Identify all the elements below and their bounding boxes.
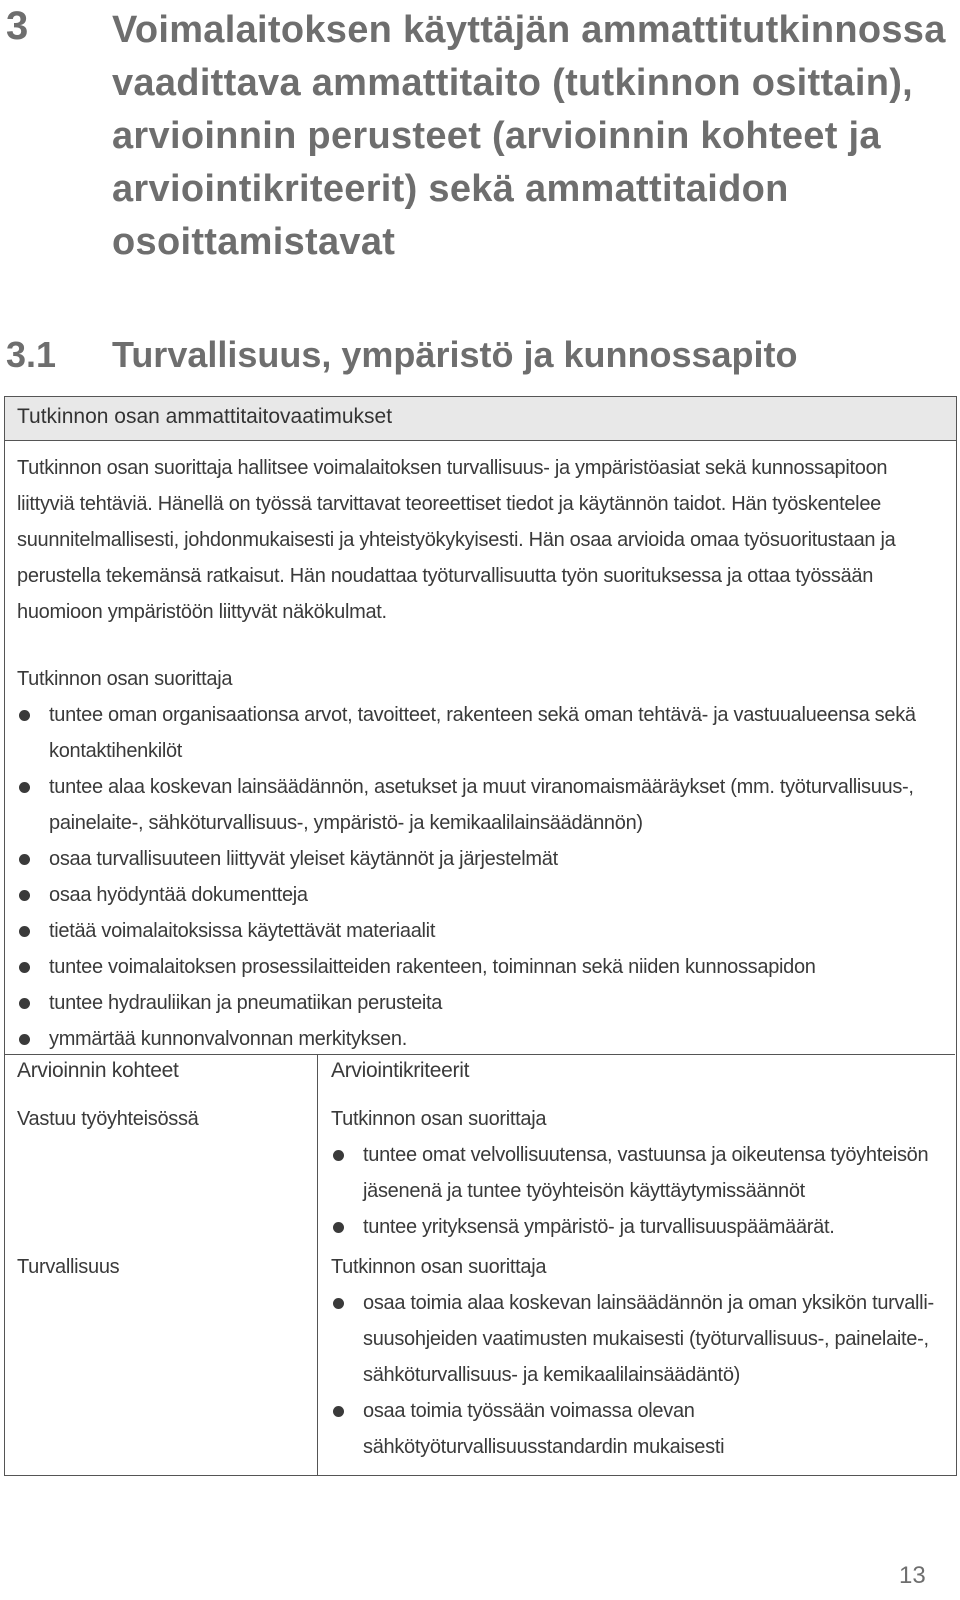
list-item: osaa hyödyntää dokumentteja — [17, 877, 942, 913]
table-top-divider — [5, 1054, 955, 1055]
table-column-divider — [317, 1054, 318, 1476]
bullet-icon — [19, 962, 30, 973]
row-target-safety: Turvallisuus — [17, 1256, 120, 1278]
criteria-list — [331, 1285, 936, 1465]
bullet-icon — [19, 1034, 30, 1045]
criteria-label: Tutkinnon osan suorittaja — [331, 1256, 547, 1278]
intro-paragraph: Tutkinnon osan suorittaja hallitsee voimalaitoksen turvallisuus- ja ympäristöasiat sekä kunnossapitoon liittyviä tehtäviä. Hänellä on työssä tarvittavat teoreettiset tiedot ja käytännön taidot. Hän työskentelee suunnitelmallisesti, johdonmukaisesti ja yhteistyökykyisesti. Hän osaa arvioida omaa työsuoritustaan ja perustella tekemänsä ratkaisut. Hän noudattaa työturvallisuutta työn suorituksessa ja ottaa työssään huomioon ympäristöön liittyvät näkökulmat. — [17, 457, 896, 623]
list-item: ymmärtää kunnonvalvonnan merkityksen. — [17, 1021, 942, 1057]
bullet-icon — [333, 1150, 344, 1161]
section-number: 3.1 — [6, 334, 57, 375]
list-item: tuntee yrityksensä ympäristö- ja turvallisuuspäämäärät. — [331, 1209, 936, 1245]
bullet-icon — [19, 782, 30, 793]
page-number: 13 — [899, 1562, 926, 1589]
list-item: tietää voimalaitoksissa käytettävät materiaalit — [17, 913, 942, 949]
row-criteria-safety — [331, 1249, 936, 1465]
bullet-icon — [19, 710, 30, 721]
bullet-icon — [333, 1222, 344, 1233]
criteria-label: Tutkinnon osan suorittaja — [331, 1108, 547, 1130]
section-title: Turvallisuus, ympäristö ja kunnossapito — [112, 334, 798, 375]
performer-label: Tutkinnon osan suorittaja — [17, 668, 233, 690]
row-target-responsibility: Vastuu työyhteisössä — [17, 1108, 199, 1130]
chapter-number: 3 — [6, 4, 29, 48]
row-criteria-responsibility — [331, 1101, 936, 1245]
bullet-icon — [333, 1298, 344, 1309]
list-item: osaa turvallisuuteen liittyvät yleiset käytännöt ja järjestelmät — [17, 841, 942, 877]
box-header: Tutkinnon osan ammattitaitovaatimukset — [5, 397, 956, 441]
criteria-list — [331, 1137, 936, 1245]
requirements-box — [4, 396, 957, 1476]
bullet-icon — [19, 854, 30, 865]
bullet-icon — [333, 1406, 344, 1417]
list-item: tuntee alaa koskevan lainsäädännön, asetukset ja muut viranomaismääräykset (mm. työturvallisuus-, painelaite-, sähköturvallisuus-, ympäristö- ja kemikaalilainsäädännön) — [17, 769, 942, 841]
list-item: osaa toimia alaa koskevan lainsäädännön ja oman yksikön turvallisuusohjeiden vaatimusten mukaisesti (työturvallisuus-, painelaite-, sähköturvallisuus- ja kemikaalilainsäädäntö) — [331, 1285, 936, 1393]
bullet-icon — [19, 890, 30, 901]
list-item: tuntee voimalaitoksen prosessilaitteiden rakenteen, toiminnan sekä niiden kunnossapidon — [17, 949, 942, 985]
list-item: osaa toimia työssään voimassa olevan sähkötyöturvallisuusstandardin mukaisesti — [331, 1393, 936, 1465]
requirements-list — [17, 697, 942, 1057]
list-item: tuntee omat velvollisuutensa, vastuunsa ja oikeutensa työyhteisön jäsenenä ja tuntee työyhteisön käyttäytymissäännöt — [331, 1137, 936, 1209]
chapter-title: Voimalaitoksen käyttäjän ammattitutkinnossa vaadittava ammattitaito (tutkinnon osittain), arvioinnin perusteet (arvioinnin kohteet ja arviointikriteerit) sekä ammattitaidon osoittamistavat — [112, 9, 946, 263]
bullet-icon — [19, 926, 30, 937]
list-item: tuntee oman organisaationsa arvot, tavoitteet, rakenteen sekä oman tehtävä- ja vastuualueensa sekä kontaktihenkilöt — [17, 697, 942, 769]
table-header-criteria: Arviointikriteerit — [331, 1059, 470, 1082]
bullet-icon — [19, 998, 30, 1009]
list-item: tuntee hydrauliikan ja pneumatiikan perusteita — [17, 985, 942, 1021]
table-header-targets: Arvioinnin kohteet — [17, 1059, 179, 1082]
